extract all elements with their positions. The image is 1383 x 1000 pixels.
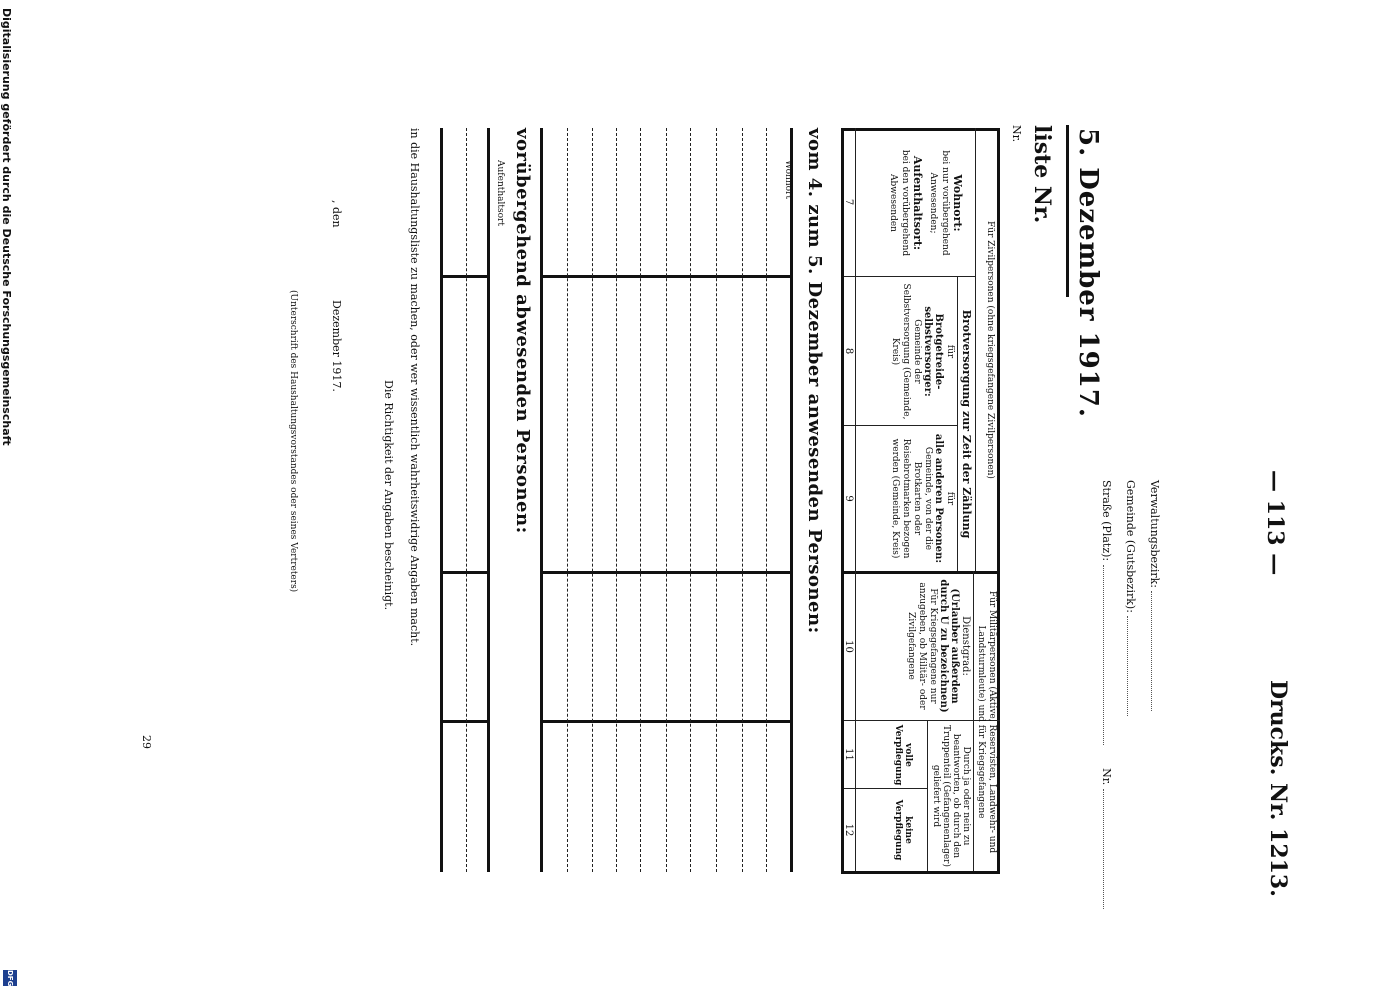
grid2-top-border: [487, 128, 490, 872]
grid-row-line: [742, 128, 743, 872]
keine-verpflegung-header: keine Verpflegung: [893, 799, 913, 861]
alle-anderen-header: für alle anderen Personen: Gemeinde, von der die Brotkarten oder Reisebrotmarken bezogen werden (Gemeinde, Kreis): [890, 433, 955, 564]
col-number-8: 8: [843, 347, 854, 355]
row-divider-militaer: [973, 571, 974, 871]
drucksache-number: Drucks. Nr. 1213.: [1265, 680, 1291, 897]
grid-bottom-border: [540, 128, 543, 872]
col-number-11: 11: [843, 748, 854, 761]
date-title: 5. Dezember 1917.: [1073, 128, 1103, 418]
verpflegung-header: Durch ja oder nein zu beantworten, ob durch den Truppenteil (Gefangenenlager) geliefert wird: [931, 725, 971, 867]
row-divider-colnums: [855, 128, 856, 871]
dienstgrad-header: Dienstgrad: (Urlauber außerdem durch U zu bezeichnen) Für Kriegsgefangene nur anzugeben, ob Militär- oder Zivilgefangene: [906, 579, 971, 713]
brot-selbst-header: für Brotgetreide-selbstversorger: Gemeinde der Selbstversorgung (Gemeinde, Kreis): [890, 283, 955, 420]
grid-row-line: [616, 128, 617, 872]
group-militaer-header: Für Militärpersonen (Aktive, Reservisten, Landwehr- und Landsturmleute) und für Kriegsgefangene: [976, 590, 997, 854]
grid-row-line: [690, 128, 691, 872]
volle-verpflegung-header: volle Verpflegung: [893, 724, 913, 786]
grid-thick-divider-3: [543, 720, 793, 723]
wohnort-label: Wohnort: [783, 160, 793, 199]
richtigkeit-text: Die Richtigkeit der Angaben bescheinigt.: [382, 380, 395, 611]
aufenthaltsort-label: Aufenthaltsort: [495, 160, 505, 226]
gemeinde-label: Gemeinde (Gutsbezirk):: [1124, 480, 1137, 716]
grid-row-line: [640, 128, 641, 872]
grid2-row-line: [466, 128, 467, 872]
page-number: — 113 —: [1262, 470, 1288, 576]
grid-row-line: [766, 128, 767, 872]
section-abwesend-title: vorübergehend abwesenden Personen:: [512, 128, 533, 534]
grid-row-line: [592, 128, 593, 872]
col-number-12: 12: [843, 823, 854, 837]
den-label: , den: [330, 200, 343, 228]
unterschrift-caption: (Unterschrift des Haushaltungsvorstandes oder seines Vertreters): [288, 290, 298, 593]
col-number-9: 9: [843, 495, 854, 502]
grid-thick-divider-1: [543, 275, 793, 278]
digitalisierung-credit: Digitalisierung gefördert durch die Deutsche Forschungsgemeinschaft: [0, 8, 13, 446]
group-zivil-header: Für Zivilpersonen (ohne kriegsgefangene Zivilpersonen): [985, 221, 995, 479]
brot-group-header: Brotversorgung zur Zeit der Zählung: [960, 309, 973, 539]
grid-row-line: [716, 128, 717, 872]
grid-thick-divider-2: [543, 571, 793, 574]
grid2-bottom-border: [440, 128, 443, 872]
strasse-label: Straße (Platz): Nr.: [1100, 480, 1113, 909]
section-anwesend-title: vom 4. zum 5. Dezember anwesenden Personen:: [804, 128, 825, 634]
row-divider-verpflegung: [927, 720, 928, 871]
grid-top-border: [790, 128, 793, 872]
verwaltungsbezirk-label: Verwaltungsbezirk:: [1148, 480, 1161, 711]
page-number-bottom: 29: [140, 735, 153, 749]
table-top-border: [997, 128, 1000, 872]
col-divider-8-9: [844, 425, 958, 426]
col-number-10: 10: [843, 640, 854, 653]
row-divider-brot: [957, 276, 958, 571]
liste-nr-title: liste Nr.: [1029, 125, 1055, 224]
haushaltungsliste-note: in die Haushaltungsliste zu machen, oder wer wissentlich wahrheitswidrige Angaben macht.: [408, 128, 421, 647]
dezember-label: Dezember 1917.: [330, 300, 343, 392]
grid-row-line: [666, 128, 667, 872]
table-right-border: [841, 871, 1000, 874]
dfg-logo-icon: DFG: [3, 970, 17, 986]
col-number-7: 7: [843, 198, 854, 206]
grid-row-line: [567, 128, 568, 872]
col-divider-11-12: [844, 788, 928, 789]
date-underline: [1066, 125, 1069, 297]
wohnort-header: Wohnort: bei nur vorübergehend Anwesenden; Aufenthaltsort: bei den vorübergehend Abwesenden: [888, 149, 964, 257]
table-left-border: [841, 128, 1000, 131]
row-divider-zivil: [975, 128, 976, 571]
nr-label: Nr.: [1010, 125, 1023, 143]
